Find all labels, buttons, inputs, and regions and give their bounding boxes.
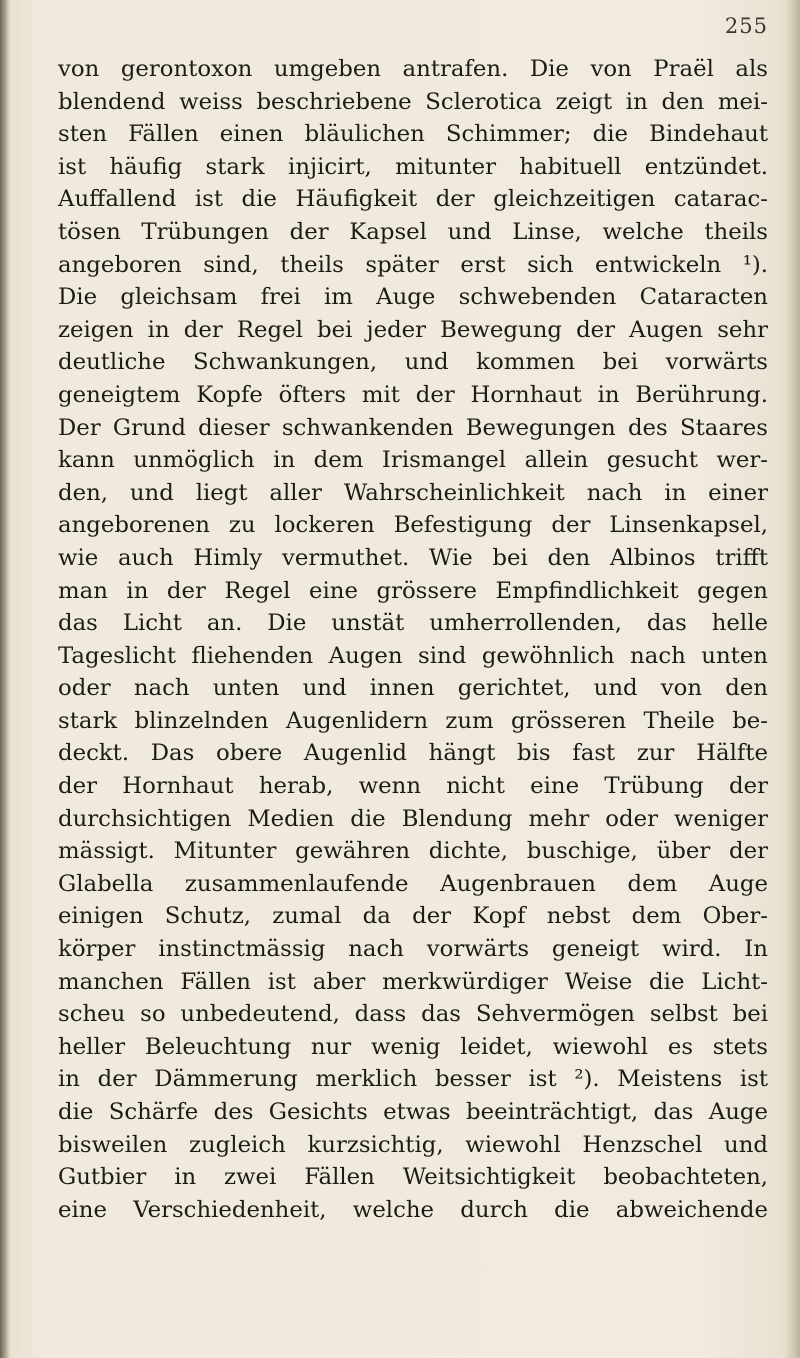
text-line: den, und liegt aller Wahrscheinlichkeit nach in einer: [58, 479, 768, 506]
text-line: Auffallend ist die Häufigkeit der gleichzeitigen catarac-: [58, 186, 768, 213]
text-line: geneigtem Kopfe öfters mit der Hornhaut in Berührung.: [58, 381, 768, 408]
text-line: Die gleichsam frei im Auge schwebenden Cataracten: [58, 284, 768, 311]
text-line: der Hornhaut herab, wenn nicht eine Trübung der: [58, 773, 768, 800]
body-text: [58, 53, 768, 1226]
text-line: Tageslicht fliehenden Augen sind gewöhnlich nach unten: [58, 642, 768, 669]
text-line: tösen Trübungen der Kapsel und Linse, welche theils: [58, 218, 768, 245]
text-line: manchen Fällen ist aber merkwürdiger Weise die Licht-: [58, 968, 768, 995]
text-line: blendend weiss beschriebene Sclerotica zeigt in den mei-: [58, 88, 768, 115]
text-line: einigen Schutz, zumal da der Kopf nebst dem Ober-: [58, 903, 768, 930]
text-line: heller Beleuchtung nur wenig leidet, wiewohl es stets: [58, 1033, 768, 1060]
text-line: angeboren sind, theils später erst sich entwickeln ¹).: [58, 251, 768, 278]
text-line: angeborenen zu lockeren Befestigung der Linsenkapsel,: [58, 512, 768, 539]
text-line: in der Dämmerung merklich besser ist ²). Meistens ist: [58, 1066, 768, 1093]
text-line: eine Verschiedenheit, welche durch die abweichende: [58, 1196, 768, 1223]
text-line: wie auch Himly vermuthet. Wie bei den Albinos trifft: [58, 544, 768, 571]
text-line: Gutbier in zwei Fällen Weitsichtigkeit beobachteten,: [58, 1164, 768, 1191]
text-line: stark blinzelnden Augenlidern zum grösseren Theile be-: [58, 707, 768, 734]
text-line: ist häufig stark injicirt, mitunter habituell entzündet.: [58, 153, 768, 180]
text-line: oder nach unten und innen gerichtet, und von den: [58, 675, 768, 702]
text-line: von gerontoxon umgeben antrafen. Die von Praël als: [58, 56, 768, 82]
text-line: mässigt. Mitunter gewähren dichte, buschige, über der: [58, 838, 768, 865]
text-line: scheu so unbedeutend, dass das Sehvermögen selbst bei: [58, 1001, 768, 1028]
text-line: bisweilen zugleich kurzsichtig, wiewohl Henzschel und: [58, 1131, 768, 1158]
text-line: Der Grund dieser schwankenden Bewegungen des Staares: [58, 414, 768, 441]
text-line: deckt. Das obere Augenlid hängt bis fast zur Hälfte: [58, 740, 768, 767]
text-line: deutliche Schwankungen, und kommen bei vorwärts: [58, 349, 768, 376]
binding-edge: [0, 0, 10, 1358]
text-line: körper instinctmässig nach vorwärts geneigt wird. In: [58, 936, 768, 963]
page-right-edge: [786, 0, 800, 1358]
text-line: die Schärfe des Gesichts etwas beeinträchtigt, das Auge: [58, 1099, 768, 1125]
text-line: sten Fällen einen bläulichen Schimmer; die Bindehaut: [58, 121, 768, 148]
page-number: 255: [724, 14, 768, 38]
text-line: zeigen in der Regel bei jeder Bewegung der Augen sehr: [58, 316, 768, 343]
text-line: durchsichtigen Medien die Blendung mehr oder weniger: [58, 805, 768, 832]
text-line: Glabella zusammenlaufende Augenbrauen dem Auge: [58, 870, 768, 897]
text-line: kann unmöglich in dem Irismangel allein gesucht wer-: [58, 447, 768, 474]
text-line: man in der Regel eine grössere Empfindlichkeit gegen: [58, 577, 768, 604]
text-line: das Licht an. Die unstät umherrollenden, das helle: [58, 610, 768, 637]
